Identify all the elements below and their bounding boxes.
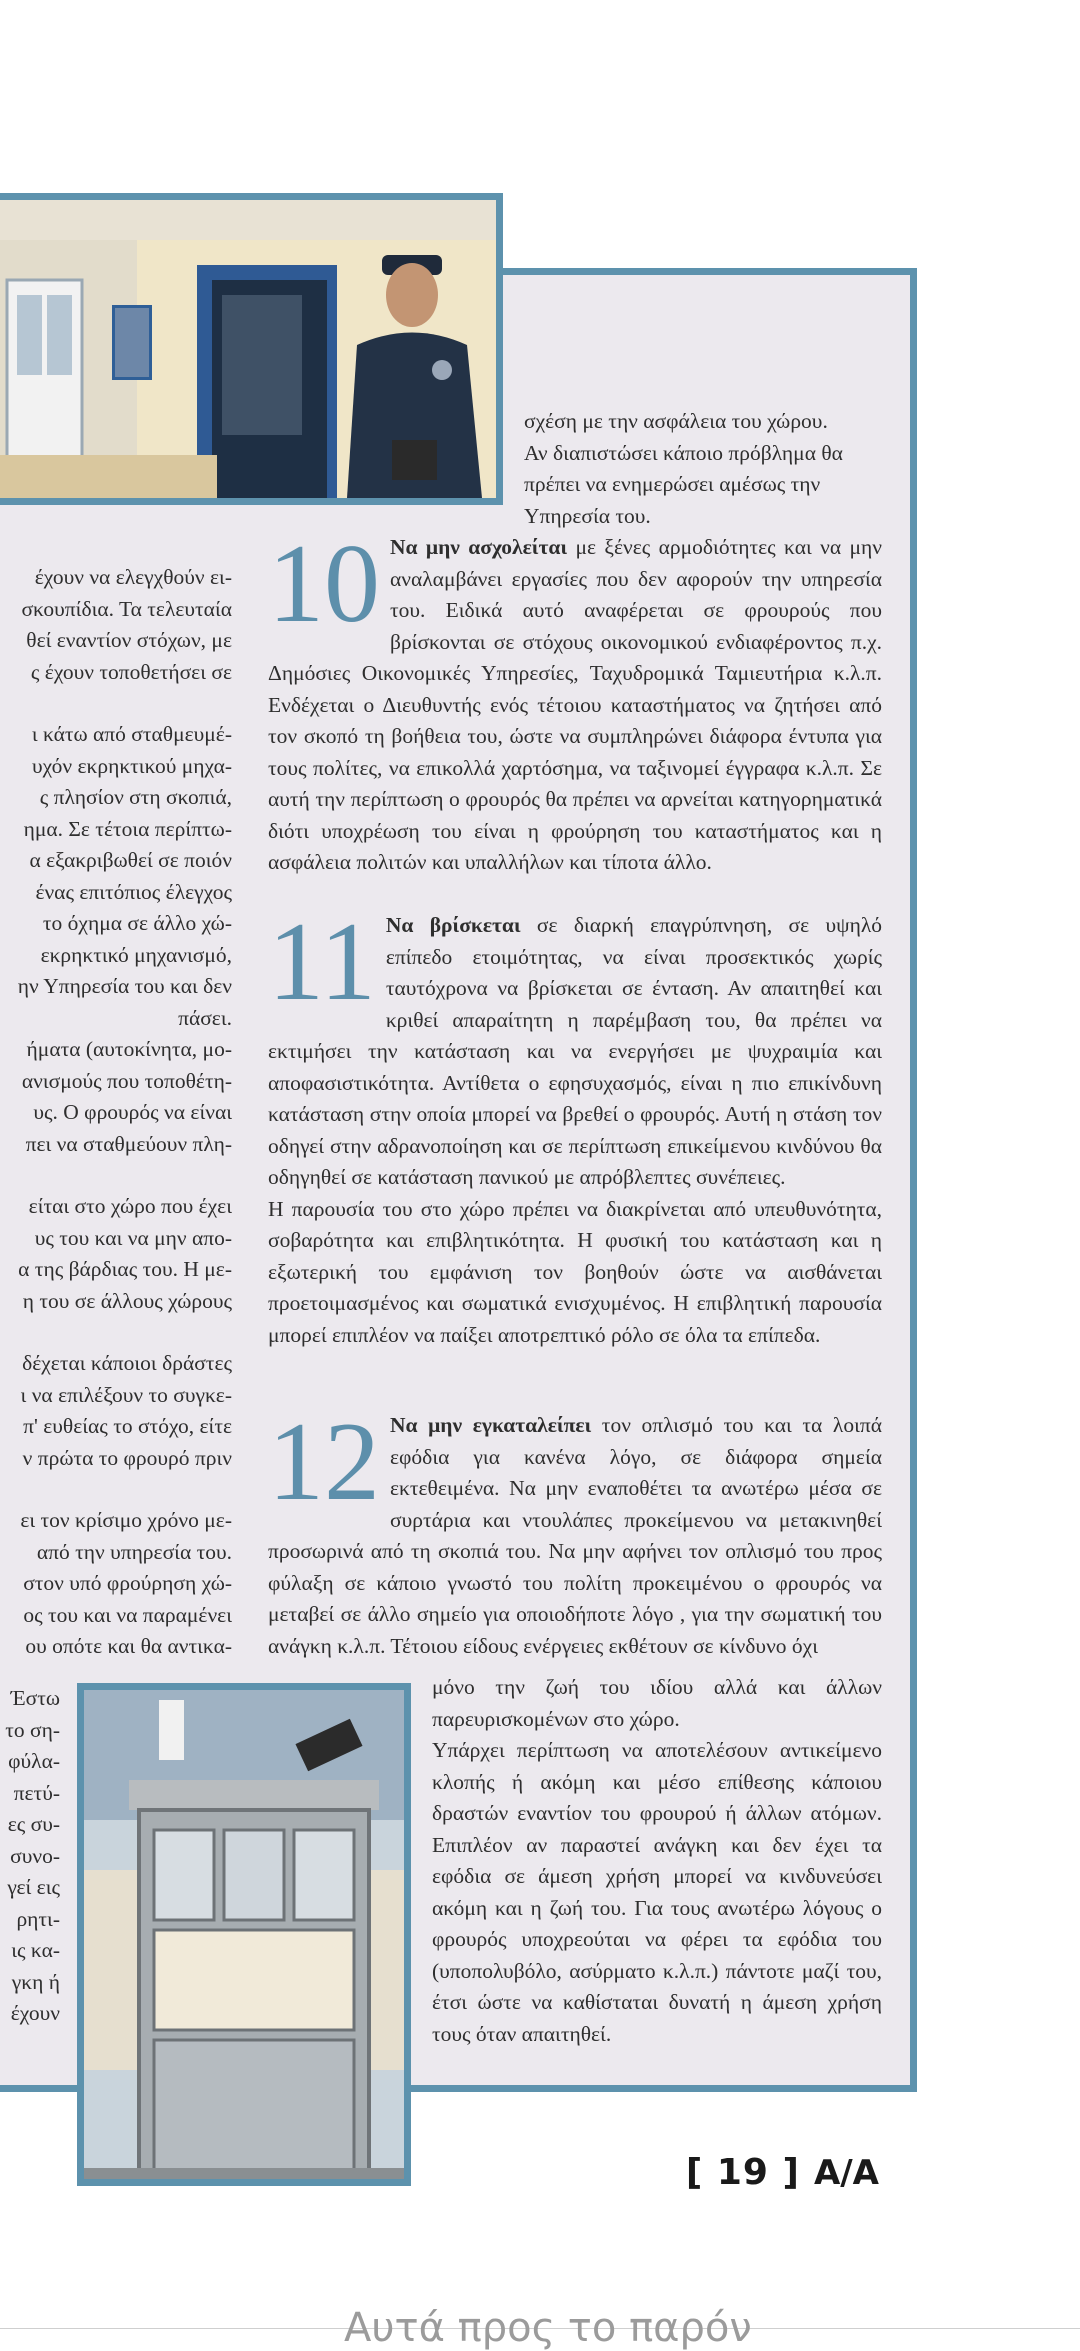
intro-line: πρέπει να ενημερώσει αμέσως την	[524, 472, 821, 496]
section-12-continued	[432, 1672, 882, 2050]
section-11-text: σε διαρκή επαγρύπνηση, σε υψηλό επίπεδο ετοιμότητας, να είναι προσεκτικός χωρίς ταυτόχρονα να βρίσκεται σε ένταση. Αν απαιτηθεί και κριθεί απαραίτητη η παρέμβαση του, θα πρέπει να εκτιμήσει την κατάσταση και να ενεργήσει με ψυχραιμία και αποφασιστικότητα. Αντίθετα ο εφησυχασμός, είναι η πιο επικίνδυνη κατάσταση στην οποία μπορεί να βρεθεί ο φρουρός. Αυτή η στάση τον οδηγεί στην αδρανοποίηση και σε περίπτωση επικείμενου κινδύνου θα οδηγηθεί σε κατάσταση πανικού με απρόβλεπτες συνέπειες.	[268, 913, 883, 1189]
left-line	[0, 1160, 232, 1191]
section-10-lead: Να μην ασχολείται	[390, 535, 568, 559]
left-column-text-2	[0, 1683, 60, 2030]
left-line: το όχημα σε άλλο χώ-	[42, 911, 232, 935]
left-line: γκη ή	[11, 1969, 60, 1994]
intro-text	[524, 406, 882, 532]
left-line	[0, 1474, 232, 1505]
left-line: ου οπότε και θα αντικα-	[25, 1634, 232, 1658]
section-12	[268, 1400, 882, 1662]
left-line: ς έχουν τοποθετήσει σε	[30, 659, 232, 684]
page-number-value: [ 19 ]	[685, 2152, 800, 2193]
left-line: ς πλησίον στη σκοπιά,	[39, 785, 232, 809]
left-line: ει τον κρίσιμο χρόνο με-	[20, 1508, 232, 1532]
section-11-extra: Η παρουσία του στο χώρο πρέπει να διακρίνεται από υπευθυνότητα, σοβαρότητα και επιβλητικότητα. Η φυσική του κατάσταση και η εξωτερική του εμφάνιση τον βοηθούν ώστε να αισθάνεται προετοιμασμένος και σωματικά ενισχυμένος. Η επιβλητική παρουσία μπορεί επιπλέον να παίξει αποτρεπτικό ρόλο σε όλα τα επίπεδα.	[268, 1196, 882, 1347]
left-line: ένας επιτόπιος έλεγχος	[35, 879, 232, 904]
section-12-text: τον οπλισμό του και τα λοιπά εφόδια για κανένα λόγο, σε διάφορα σημεία εκτεθειμένα. Να μην εναποθέτει τα ανωτέρω μέσα σε συρτάρια και ντουλάπες προκείμενου να μετακινηθεί προσωρινά από τη σκοπιά του. Να μην αφήνει τον οπλισμό του προς φύλαξη σε κάποιο γνωστό του πολίτη προκειμένου ο φρουρός να μεταβεί σε άλλο σημείο για οποιοδήποτε λόγο , για την σωματική του ανάγκη κ.λ.π. Τέτοιου είδους ενέργειες εκθέτουν σε κίνδυνο όχι	[268, 1413, 882, 1658]
section-10-body	[268, 522, 882, 879]
left-line: από την υπηρεσία του.	[36, 1539, 232, 1564]
left-line: πει να σταθμεύουν πλη-	[25, 1131, 232, 1156]
left-line: πάσει.	[178, 1005, 232, 1030]
left-line: υς του και να μην απο-	[34, 1225, 232, 1250]
left-line: Έστω	[10, 1686, 60, 1710]
left-line: θεί εναντίον στόχων, με	[26, 628, 232, 652]
guard-photo	[0, 193, 503, 505]
left-line: η του σε άλλους χώρους	[22, 1288, 232, 1313]
left-line: συνο-	[10, 1843, 60, 1868]
left-line: α εξακριβωθεί σε ποιόν	[29, 848, 232, 872]
footer-text: Αυτά προς το παρόν	[344, 2305, 752, 2351]
section-12-body	[268, 1400, 882, 1662]
left-line: ι να επιλέξουν το συγκε-	[20, 1382, 232, 1407]
left-line	[0, 688, 232, 719]
left-line: ις κα-	[11, 1938, 60, 1962]
left-line: ρητι-	[16, 1906, 60, 1931]
left-line: το ση-	[5, 1717, 60, 1742]
guard-booth-photo	[77, 1683, 411, 2186]
left-line: π' ευθείας το στόχο, είτε	[23, 1414, 232, 1438]
left-line: ν πρώτα το φρουρό πριν	[22, 1445, 232, 1470]
left-line: γεί εις	[7, 1875, 60, 1899]
left-line: ην Υπηρεσία του και δεν	[17, 974, 232, 998]
left-line: α της βάρδιας του. Η με-	[18, 1257, 232, 1281]
intro-line: Αν διαπιστώσει κάποιο πρόβλημα θα	[524, 440, 843, 465]
section-12-lead: Να μην εγκαταλείπει	[390, 1413, 592, 1437]
intro-line: σχέση με την ασφάλεια του χώρου.	[524, 409, 828, 433]
left-line: στον υπό φρούρηση χώ-	[23, 1571, 232, 1595]
magazine-brand: A/A	[813, 2153, 879, 2193]
section-11-number: 11	[268, 900, 376, 1024]
left-column-text	[0, 562, 232, 1663]
section-10	[268, 522, 882, 879]
left-line	[0, 1317, 232, 1348]
left-line: υς. Ο φρουρός να είναι	[33, 1100, 232, 1124]
left-line: είται στο χώρο που έχει	[28, 1194, 232, 1218]
section-11-lead: Να βρίσκεται	[385, 913, 521, 937]
guard-photo-illustration	[0, 200, 496, 498]
left-line: εκρηκτικό μηχανισμό,	[40, 942, 232, 967]
section-11-body	[268, 900, 883, 1194]
left-line: έχουν να ελεγχθούν ει-	[34, 565, 232, 589]
left-line: ι κάτω από σταθμευμέ-	[31, 722, 232, 746]
section-10-number: 10	[268, 522, 380, 646]
section-11	[268, 900, 883, 1351]
section-10-text: με ξένες αρμοδιότητες και να μην αναλαμβάνει εργασίες που δεν αφορούν την υπηρεσία του. Ειδικά αυτό αναφέρεται σε φρουρούς που βρίσκονται σε στόχους οικονομικού ενδιαφέροντος π.χ. Δημόσιες Οικονομικές Υπηρεσίες, Ταχυδρομικά Ταμιευτήρια κ.λ.π. Ενδέχεται ο Διευθυντής ενός τέτοιου καταστήματος να ζητήσει από τον σκοπό τη βοήθεια του, ώστε να συμπληρώνει διάφορα έντυπα για τους πολίτες, να επικολλά χαρτόσημα, να ταξινομεί έγγραφα κ.λ.π. Σε αυτή την περίπτωση ο φρουρός θα πρέπει να αρνείται κατηγορηματικά διότι υποχρέωση του είναι η φρούρηση του καταστήματος και η ασφάλεια πολιτών και υπαλλήλων και τίποτα άλλο.	[268, 535, 882, 874]
guard-booth-illustration	[84, 1690, 404, 2179]
left-line: δέχεται κάποιοι δράστες	[22, 1351, 232, 1375]
left-line: φύλα-	[8, 1749, 60, 1773]
left-line: ημα. Σε τέτοια περίπτω-	[23, 816, 232, 841]
intro-line: Υπηρεσία του.	[524, 503, 651, 528]
left-line: ήματα (αυτοκίνητα, μο-	[26, 1037, 232, 1061]
page-number	[686, 2152, 879, 2193]
left-line: ανισμούς που τοποθέτη-	[21, 1068, 232, 1093]
left-line: πετύ-	[13, 1780, 60, 1805]
left-line: έχουν	[10, 2001, 60, 2025]
section-12-extra: Υπάρχει περίπτωση να αποτελέσουν αντικείμενο κλοπής ή ακόμη και μέσο επίθεσης κάποιου δραστών εναντίον του φρουρού ή άλλων ατόμων. Επιπλέον αν παραστεί ανάγκη και δεν έχει τα εφόδια σε άμεση χρήση μπορεί να κινδυνεύσει ακόμη και η ζωή του. Για τους ανωτέρω λόγους ο φρουρός υποχρεούται να φέρει τα εφόδια του (υποπολυβόλο, ασύρματο κ.λ.π.) πάντοτε μαζί του, έτσι ώστε να καθίσταται δυνατή η άμεση χρήση τους όταν απαιτηθεί.	[432, 1738, 882, 2046]
left-line: υχόν εκρηκτικού μηχα-	[31, 753, 232, 778]
section-12-continuation: μόνο την ζωή του ιδίου αλλά και άλλων παρευρισκομένων στο χώρο.	[432, 1675, 882, 1731]
left-line: σκουπίδια. Τα τελευταία	[21, 596, 232, 621]
section-12-number: 12	[268, 1400, 380, 1524]
left-line: ες συ-	[7, 1812, 60, 1836]
left-line: ος του και να παραμένει	[23, 1602, 232, 1627]
